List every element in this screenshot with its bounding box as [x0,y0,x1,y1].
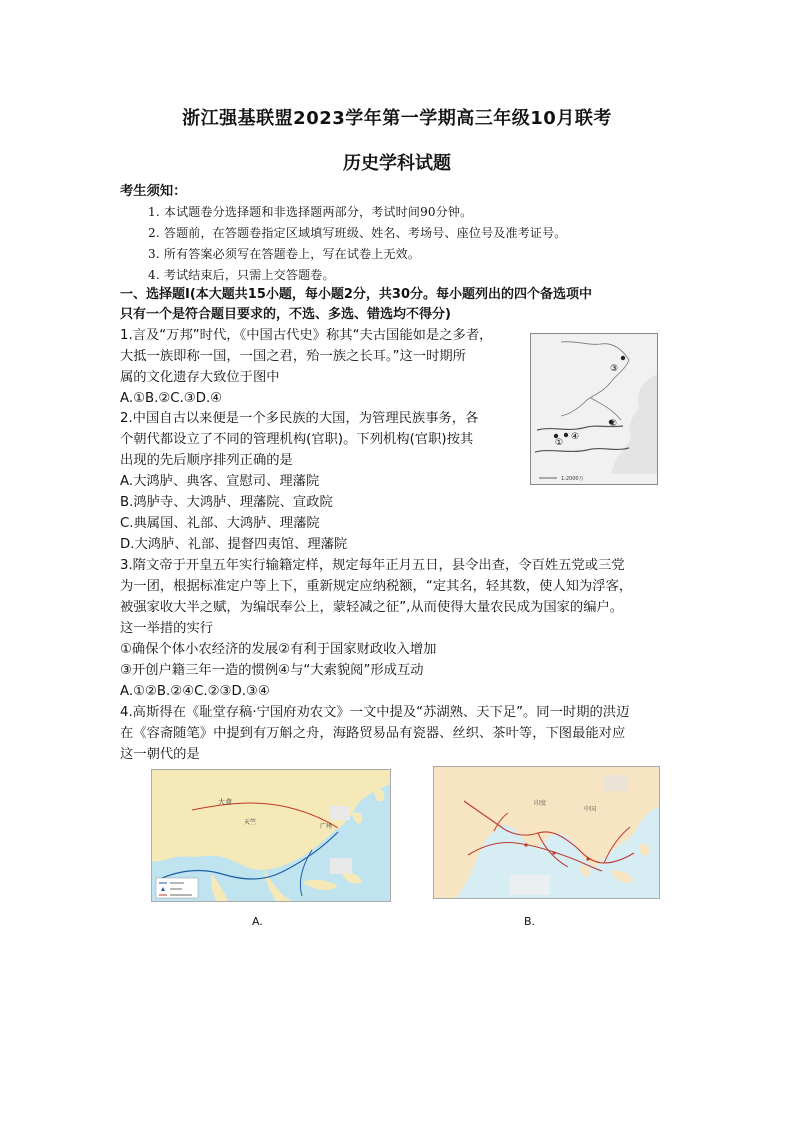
q3-line-1: 3.隋文帝于开皇五年实行输籍定样，规定每年正月五日，县令出查，令百姓五党或三党 [120,558,625,573]
svg-text:印度: 印度 [534,800,547,807]
svg-text:大食: 大食 [218,798,232,806]
q3-line-3: 被强家收大半之赋，为编氓奉公上，蒙轻减之征”,从而使得大量农民成为国家的编户。 [120,600,624,615]
q1-line-3: 属的文化遗存大致位于图中 [120,370,280,385]
q4-map-b [433,766,660,899]
q2-line-3: 出现的先后顺序排列正确的是 [120,453,293,468]
q4-map-a [151,769,391,902]
q3-line-2: 为一团，根据标准定户等上下，重新规定应纳税额，“定其名，轻其数，使人知为浮客， [120,579,633,594]
section-heading-line2: 只有一个是符合题目要求的，不选、多选、错选均不得分) [120,307,451,322]
q3-options: A.①②B.②④C.②③D.③④ [120,684,270,699]
q3-statement-2: ③开创户籍三年一造的惯例④与“大索貌阅”形成互动 [120,663,424,678]
q2-line-1: 2.中国自古以来便是一个多民族的大国，为管理民族事务，各 [120,411,479,426]
q1-line-1: 1.言及“万邦”时代，《中国古代史》称其“夫古国能如是之多者， [120,328,493,343]
q1-map-drawing [531,334,657,484]
q2-option-b: B.鸿胪寺、大鸿胪、理藩院、宣政院 [120,495,333,510]
q4-line-3: 这一朝代的是 [120,747,200,762]
notice-item-1: 1. 本试题卷分选择题和非选择题两部分，考试时间90分钟。 [148,205,473,219]
q2-line-2: 个朝代都设立了不同的管理机构(官职)。下列机构(官职)按其 [120,432,474,447]
map-a-caption: A. [252,915,263,928]
section-heading-line1: 一、选择题Ⅰ(本大题共15小题，每小题2分，共30分。每小题列出的四个备选项中 [120,287,593,302]
q4-line-2: 在《容斋随笔》中提到有万斛之舟，海路贸易品有瓷器、丝织、茶叶等，下图最能对应 [120,726,626,741]
q1-line-2: 大抵一族即称一国，一国之君，殆一族之长耳。”这一时期所 [120,349,466,364]
q2-option-d: D.大鸿胪、礼部、提督四夷馆、理藩院 [120,537,348,552]
svg-text:广州: 广州 [320,823,333,830]
q1-options: A.①B.②C.③D.④ [120,391,223,406]
notice-item-2: 2. 答题前，在答题卷指定区域填写班级、姓名、考场号、座位号及准考证号。 [148,226,567,240]
q4-line-1: 4.高斯得在《耻堂存稿·宁国府劝农文》一文中提及“苏湖熟、天下足”。同一时期的洪迈 [120,705,630,720]
map-b-drawing [434,767,659,898]
q3-line-4: 这一举措的实行 [120,621,214,636]
svg-text:中国: 中国 [584,806,597,813]
map-marker-2: ② [609,419,618,429]
map-legend: 1:2000万 [561,476,584,482]
svg-text:天竺: 天竺 [244,819,257,826]
map-marker-4: ④ [571,432,580,442]
map-b-caption: B. [524,915,536,928]
q2-option-c: C.典属国、礼部、大鸿胪、理藩院 [120,516,320,531]
q1-map [530,333,658,485]
map-marker-1: ① [555,438,564,448]
exam-subtitle: 历史学科试题 [343,153,451,174]
q2-option-a: A.大鸿胪、典客、宣慰司、理藩院 [120,474,320,489]
q3-statement-1: ①确保个体小农经济的发展②有利于国家财政收入增加 [120,642,437,657]
notice-heading: 考生须知： [120,184,187,199]
map-a-drawing [152,770,390,901]
exam-title: 浙江强基联盟2023学年第一学期高三年级10月联考 [182,108,612,129]
map-marker-3: ③ [610,364,619,374]
notice-item-3: 3. 所有答案必须写在答题卷上，写在试卷上无效。 [148,247,421,261]
notice-item-4: 4. 考试结束后，只需上交答题卷。 [148,268,335,282]
